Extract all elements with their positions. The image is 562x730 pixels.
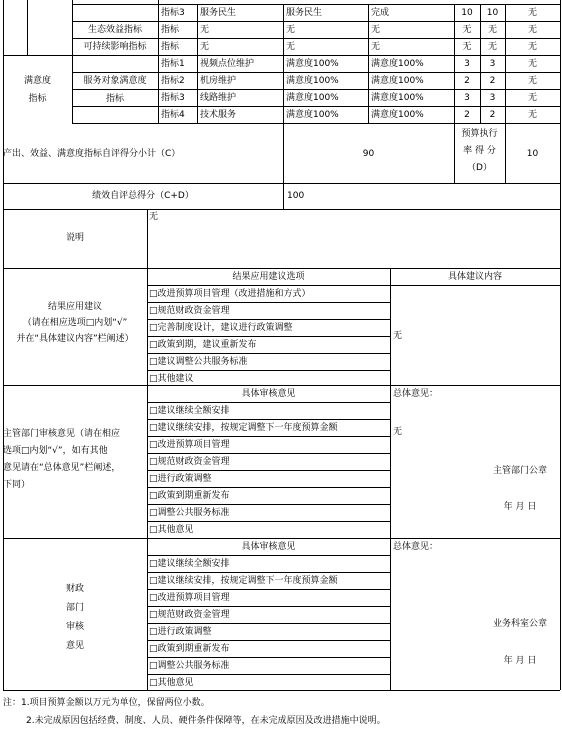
finance-option-8: □其他意见 [149,678,194,688]
grid-line [147,419,390,420]
indicator-score: 10 [486,8,499,18]
indicator-content: 机房维护 [200,76,237,86]
grid-line [147,521,390,522]
finance-option-2: □建议继续安排，按规定调整下一年度预算金额 [149,576,338,586]
dept-option-5: □进行政策调整 [149,474,212,484]
grid-line [147,402,390,403]
note-1: 注：1.项目预算金额以万元为单位，保留两位小数。 [3,698,210,708]
grid-line [3,0,4,140]
grid-line [560,268,561,385]
result-option-3: □完善制度设计，建议进行政策调整 [149,323,293,333]
subtotal-value: 90 [362,149,375,159]
dept-label: 下同） [3,480,31,490]
indicator-weight: 无 [462,42,472,52]
result-content-header: 具体建议内容 [447,272,502,282]
result-option-5: □建议调整公共服务标准 [149,357,248,367]
indicator-name: 指标1 [161,59,185,69]
indicator-target: 满意度100% [286,110,339,120]
satisfaction-sub: 指标 [105,94,124,104]
indicator-weight: 10 [461,8,473,18]
grid-line [147,538,148,690]
satisfaction-sub: 服务对象满意度 [83,76,147,86]
exec-score-label: 率 得 分 [463,146,496,156]
dept-option-4: □规范财政资金管理 [149,457,230,467]
finance-label: 审核 [65,622,84,632]
result-option-1: □改进预算项目管理（改进措施和方式） [149,289,311,299]
indicator-content: 线路维护 [200,93,237,103]
sub-indicator-label: 可持续影响指标 [83,42,147,52]
dept-option-8: □其他意见 [149,525,194,535]
indicator-note: 无 [527,8,537,18]
grid-line [147,572,390,573]
indicator-name: 指标2 [161,76,185,86]
finance-option-4: □规范财政资金管理 [149,610,230,620]
finance-option-7: □调整公共服务标准 [149,661,230,671]
indicator-target: 满意度100% [286,93,339,103]
result-label: （请在相应选项□内划“√” [22,318,128,328]
grid-line [147,674,390,675]
dept-option-1: □建议继续全额安排 [149,406,230,416]
grid-line [3,209,560,210]
grid-line [72,21,560,22]
indicator-target: 满意度100% [286,76,339,86]
dept-overall-value: 无 [393,427,403,437]
dept-option-6: □政策到期重新发布 [149,491,230,501]
exec-score-value: 10 [526,149,539,159]
indicator-actual: 满意度100% [371,76,424,86]
indicator-content: 无 [200,25,210,35]
indicator-note: 无 [527,59,537,69]
result-option-2: □规范财政资金管理 [149,306,230,316]
grid-line [72,38,560,39]
indicator-name: 指标4 [161,110,185,120]
total-label: 绩效自评总得分（C+D） [92,191,194,201]
indicator-content: 视频点位维护 [200,59,255,69]
grid-line [560,385,561,538]
indicator-score: 2 [489,76,496,86]
indicator-target: 无 [286,42,296,52]
indicator-weight: 3 [464,93,470,103]
finance-option-3: □改进预算项目管理 [149,593,230,603]
grid-line [72,89,560,90]
finance-overall-label: 总体意见： [393,542,439,552]
indicator-name: 指标3 [161,8,185,18]
sub-indicator-label: 生态效益指标 [87,25,142,35]
grid-line [560,209,561,268]
indicator-note: 无 [527,25,537,35]
dept-label: 意见请在“总体意见”栏阐述， [3,463,121,473]
indicator-name: 指标 [161,42,180,52]
indicator-note: 无 [527,76,537,86]
grid-line [3,55,72,56]
indicator-actual: 无 [371,42,381,52]
dept-option-7: □调整公共服务标准 [149,508,230,518]
indicator-weight: 3 [464,59,470,69]
indicator-actual: 无 [371,25,381,35]
indicator-name: 指标3 [161,93,185,103]
result-label: 并在“具体建议内容”栏阐述） [16,334,134,344]
indicator-score: 无 [487,42,497,52]
satisfaction-category: 满意度 [23,76,51,86]
exec-score-label: （D） [467,163,492,173]
finance-review-header: 具体审核意见 [241,542,296,552]
result-content: 无 [393,331,403,341]
result-option-4: □政策到期，建议重新发布 [149,340,257,350]
finance-option-6: □政策到期重新发布 [149,644,230,654]
indicator-note: 无 [527,93,537,103]
total-value: 100 [287,191,305,201]
indicator-target: 无 [286,25,296,35]
finance-option-5: □进行政策调整 [149,627,212,637]
indicator-content: 技术服务 [200,110,237,120]
grid-line [147,453,390,454]
finance-label: 部门 [65,603,84,613]
indicator-actual: 完成 [371,8,390,18]
grid-line [147,385,148,538]
indicator-score: 2 [489,110,496,120]
grid-line [3,183,560,184]
grid-line [3,385,560,386]
dept-option-3: □改进预算项目管理 [149,440,230,450]
dept-seal: 主管部门公章 [492,466,547,476]
indicator-score: 3 [489,93,496,103]
finance-label: 意见 [65,641,84,651]
grid-line [390,385,391,538]
explain-label: 说明 [65,233,84,243]
indicator-weight: 无 [462,25,472,35]
grid-line [147,285,560,286]
dept-label: 主管部门审核意见（请在相应 [3,429,121,439]
exec-score-label: 预算执行 [461,129,498,139]
grid-line [72,4,560,5]
grid-line [72,106,560,107]
grid-line [560,538,561,690]
dept-option-2: □建议继续安排，按规定调整下一年度预算金额 [149,423,338,433]
dept-overall-label: 总体意见： [393,389,439,399]
indicator-score: 3 [489,59,496,69]
indicator-note: 无 [527,42,537,52]
indicator-target: 满意度100% [286,59,339,69]
indicator-score: 无 [487,25,497,35]
finance-option-1: □建议继续全额安排 [149,559,230,569]
grid-line [147,555,390,556]
dept-review-header: 具体审核意见 [241,389,296,399]
grid-line [72,55,560,56]
grid-line [72,123,560,124]
grid-line [147,353,390,354]
indicator-weight: 2 [464,76,470,86]
indicator-actual: 满意度100% [371,59,424,69]
indicator-content: 无 [200,42,210,52]
indicator-weight: 2 [464,110,470,120]
finance-label: 财政 [65,584,84,594]
subtotal-label: 产出、效益、满意度指标自评得分小计（C） [3,149,181,159]
result-options-header: 结果应用建议选项 [232,272,305,282]
grid-line [3,538,4,690]
grid-line [197,4,198,123]
satisfaction-category: 指标 [28,94,47,104]
note-2: 2.未完成原因包括经费、制度、人员、硬件条件保障等，在未完成原因及改进措施中说明。 [26,716,386,726]
dept-date: 年 月 日 [503,502,537,512]
grid-line [560,183,561,209]
result-option-6: □其他建议 [149,374,194,384]
grid-line [147,370,390,371]
dept-label: 选项□内划“√”，如有其他 [3,446,108,456]
grid-line [3,538,560,539]
indicator-actual: 满意度100% [371,93,424,103]
grid-line [3,268,560,269]
result-label: 结果应用建议 [47,302,102,312]
grid-line [72,72,560,73]
grid-line [147,436,390,437]
indicator-content: 服务民生 [200,8,237,18]
explain-value: 无 [149,212,159,222]
grid-line [390,538,391,690]
finance-seal: 业务科室公章 [492,619,547,629]
grid-line [3,690,560,691]
grid-line [147,487,390,488]
indicator-target: 服务民生 [286,8,323,18]
finance-date: 年 月 日 [503,656,537,666]
indicator-name: 指标 [161,25,180,35]
indicator-actual: 满意度100% [371,110,424,120]
indicator-note: 无 [527,110,537,120]
